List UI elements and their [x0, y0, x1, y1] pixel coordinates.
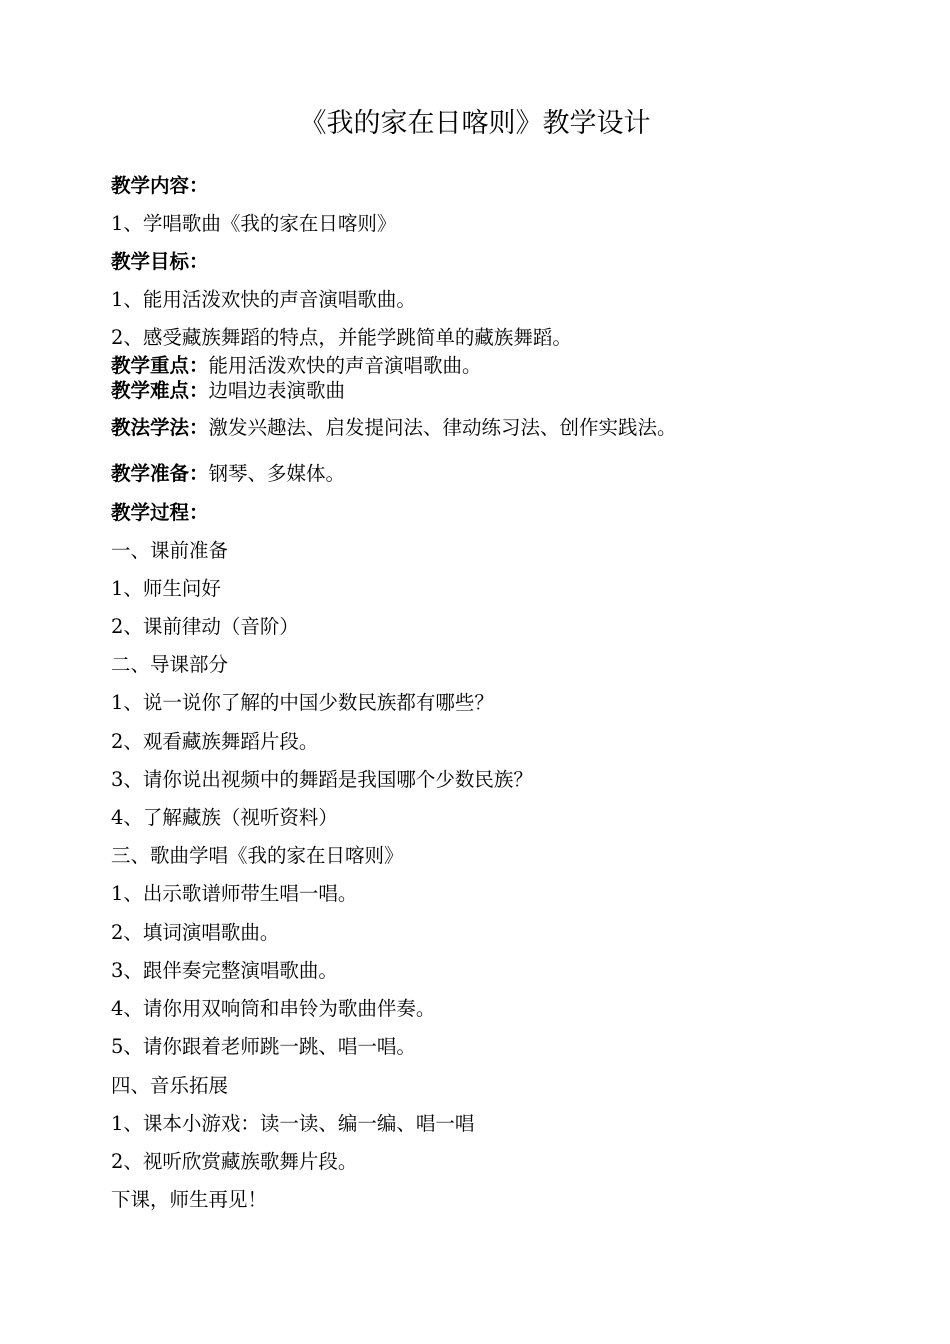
difficulty-text: 边唱边表演歌曲	[208, 379, 346, 402]
key-point-label: 教学重点：	[111, 354, 209, 377]
process-line: 3、跟伴奏完整演唱歌曲。	[111, 959, 338, 982]
process-line: 三、歌曲学唱《我的家在日喀则》	[111, 844, 404, 867]
key-point-text: 能用活泼欢快的声音演唱歌曲。	[208, 354, 482, 377]
prep-label: 教学准备：	[111, 462, 209, 485]
process-line: 2、观看藏族舞蹈片段。	[111, 730, 319, 753]
prep-text: 钢琴、多媒体。	[208, 462, 346, 485]
process-line: 四、音乐拓展	[111, 1074, 229, 1097]
content-heading: 教学内容：	[111, 174, 209, 197]
preparation	[111, 461, 891, 487]
methods-text: 激发兴趣法、启发提问法、律动练习法、创作实践法。	[208, 416, 677, 439]
process-line: 1、课本小游戏：读一读、编一编、唱一唱	[111, 1112, 475, 1135]
process-line: 1、出示歌谱师带生唱一唱。	[111, 882, 358, 905]
process-heading: 教学过程：	[111, 501, 209, 524]
goal-item: 2、感受藏族舞蹈的特点，并能学跳简单的藏族舞蹈。	[111, 326, 572, 349]
process-line: 3、请你说出视频中的舞蹈是我国哪个少数民族？	[111, 768, 533, 791]
goals-heading: 教学目标：	[111, 250, 209, 273]
content-item: 1、学唱歌曲《我的家在日喀则》	[111, 212, 397, 235]
process-line: 2、填词演唱歌曲。	[111, 921, 280, 944]
methods	[111, 415, 891, 441]
process-line: 5、请你跟着老师跳一跳、唱一唱。	[111, 1035, 416, 1058]
difficulty-label: 教学难点：	[111, 379, 209, 402]
process-line: 2、视听欣赏藏族歌舞片段。	[111, 1150, 358, 1173]
process-line: 二、导课部分	[111, 653, 229, 676]
process-line: 4、请你用双响筒和串铃为歌曲伴奏。	[111, 997, 436, 1020]
process-line: 4、了解藏族（视听资料）	[111, 806, 338, 829]
document-title: 《我的家在日喀则》教学设计	[299, 108, 651, 139]
goal-item: 1、能用活泼欢快的声音演唱歌曲。	[111, 288, 416, 311]
process-line: 一、课前准备	[111, 539, 229, 562]
methods-label: 教法学法：	[111, 416, 209, 439]
process-line: 1、师生问好	[111, 577, 221, 600]
process-line: 1、说一说你了解的中国少数民族都有哪些？	[111, 691, 494, 714]
process-line: 2、课前律动（音阶）	[111, 615, 299, 638]
difficulty	[111, 378, 891, 404]
process-line: 下课，师生再见！	[111, 1188, 268, 1211]
key-point	[111, 353, 891, 379]
